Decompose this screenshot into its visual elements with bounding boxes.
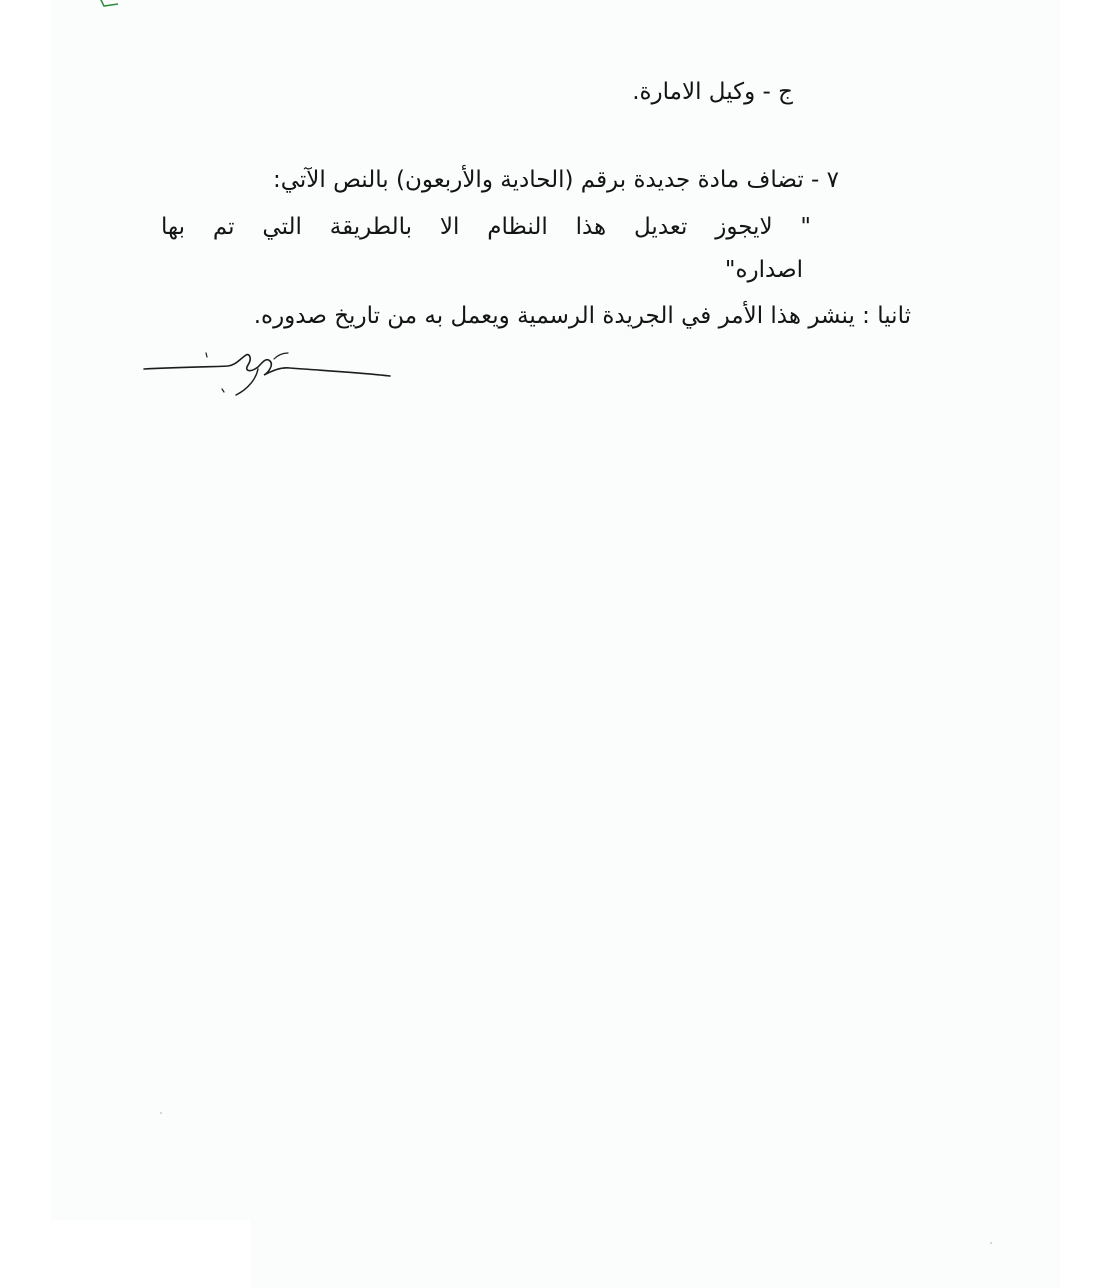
handwritten-signature: [140, 345, 400, 405]
scan-speck: [990, 1242, 992, 1244]
scanned-sheet-bottom: [250, 1220, 1060, 1288]
scan-margin-right: [1060, 0, 1113, 1288]
quoted-text-line: " لايجوز تعديل هذا النظام الا بالطريقة التي تم بها: [161, 214, 811, 240]
scan-speck: [160, 1112, 162, 1114]
quoted-text-end-line: اصداره": [724, 257, 803, 283]
article-7-line: ٧ - تضاف مادة جديدة برقم (الحادية والأربعون) بالنص الآتي:: [272, 167, 839, 193]
clause-c-line: ج - وكيل الامارة.: [632, 79, 793, 105]
second-clause-line: ثانيا : ينشر هذا الأمر في الجريدة الرسمية ويعمل به من تاريخ صدوره.: [253, 303, 911, 329]
corner-mark-icon: [96, 0, 120, 8]
scan-margin-left: [0, 0, 50, 1288]
